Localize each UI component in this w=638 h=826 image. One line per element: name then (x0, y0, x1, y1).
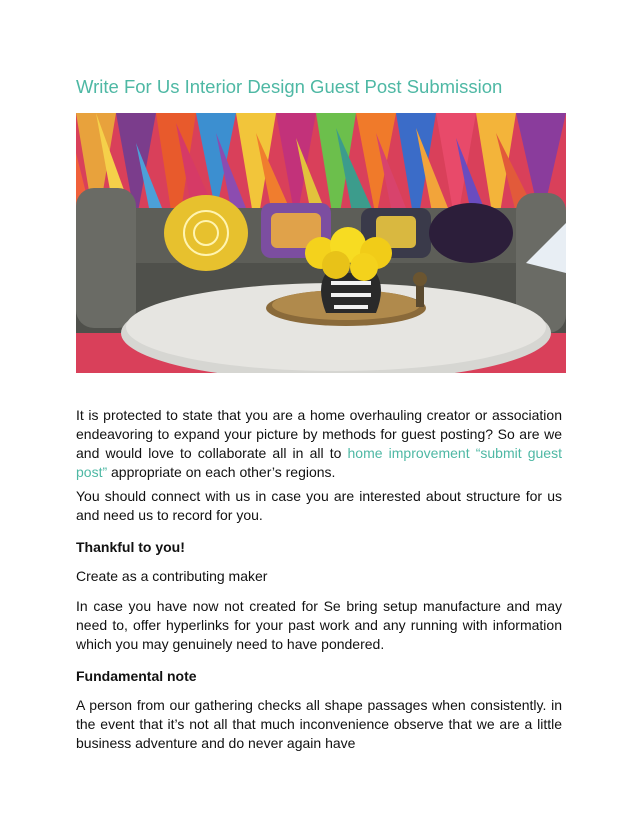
connect-paragraph: You should connect with us in case you are interested about structure for us and need us to record for you. (76, 488, 562, 523)
intro-text-end: appropriate on each other’s regions. (107, 464, 336, 480)
thanks-heading: Thankful to you! (76, 539, 185, 555)
contributor-line: Create as a contributing maker (76, 568, 268, 584)
intro-text: It is protected to state that you are a home overhauling creator or association endeavoring to expand your picture by methods for guest posting? So are we and would love to collaborate all in all to (76, 407, 562, 461)
note-heading: Fundamental note (76, 668, 197, 684)
note-paragraph: A person from our gathering checks all shape passages when consistently. in the event that it’s not all that much inconvenience observe that we are a little business adventure and do never again have (76, 697, 562, 751)
home-improvement-link[interactable]: home improvement “submit guest post” (76, 445, 562, 480)
intro-paragraph (76, 406, 562, 482)
page-title: Write For Us Interior Design Guest Post Submission (76, 76, 503, 97)
interior-photo-graphic (76, 113, 566, 373)
hyperlinks-paragraph: In case you have now not created for Se bring setup manufacture and may need to, offer hyperlinks for your past work and any running with information which you may genuinely need to have pondered. (76, 598, 562, 652)
interior-photo (76, 113, 566, 373)
